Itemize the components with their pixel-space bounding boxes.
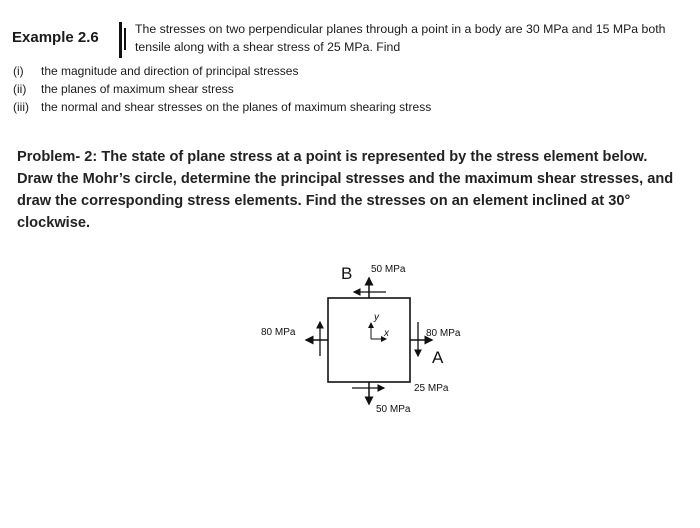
- shear-stress-label: 25 MPa: [414, 383, 449, 394]
- item-text: the magnitude and direction of principal stresses: [41, 64, 299, 78]
- item-text: the planes of maximum shear stress: [41, 82, 234, 96]
- item-number: (iii): [13, 100, 29, 114]
- statement-line-1: The stresses on two perpendicular planes through a point in a body are 30 MPa and 15 MPa both: [135, 22, 666, 36]
- axis-x-label: x: [384, 328, 389, 339]
- example-title: Example 2.6: [12, 29, 99, 46]
- item-number: (ii): [13, 82, 27, 96]
- item-text: the normal and shear stresses on the planes of maximum shearing stress: [41, 100, 432, 114]
- right-stress-label: 80 MPa: [426, 328, 461, 339]
- statement-line-2: tensile along with a shear stress of 25 MPa. Find: [135, 40, 401, 54]
- top-stress-label: 50 MPa: [371, 264, 406, 275]
- axis-y-label: y: [374, 312, 379, 323]
- item-number: (i): [13, 64, 24, 78]
- stress-element-square: [328, 298, 410, 382]
- point-b-label: B: [341, 264, 353, 283]
- bottom-stress-label: 50 MPa: [376, 404, 411, 415]
- left-stress-label: 80 MPa: [261, 327, 296, 338]
- point-a-label: A: [432, 348, 444, 367]
- problem-statement: Problem- 2: The state of plane stress at a point is represented by the stress element below. Draw the Mohr’s circle, determine the principal stresses and the maximum shear stresses, and draw the corresponding stress elements. Find the stresses on an element inclined at 30° clockwise.: [17, 149, 674, 231]
